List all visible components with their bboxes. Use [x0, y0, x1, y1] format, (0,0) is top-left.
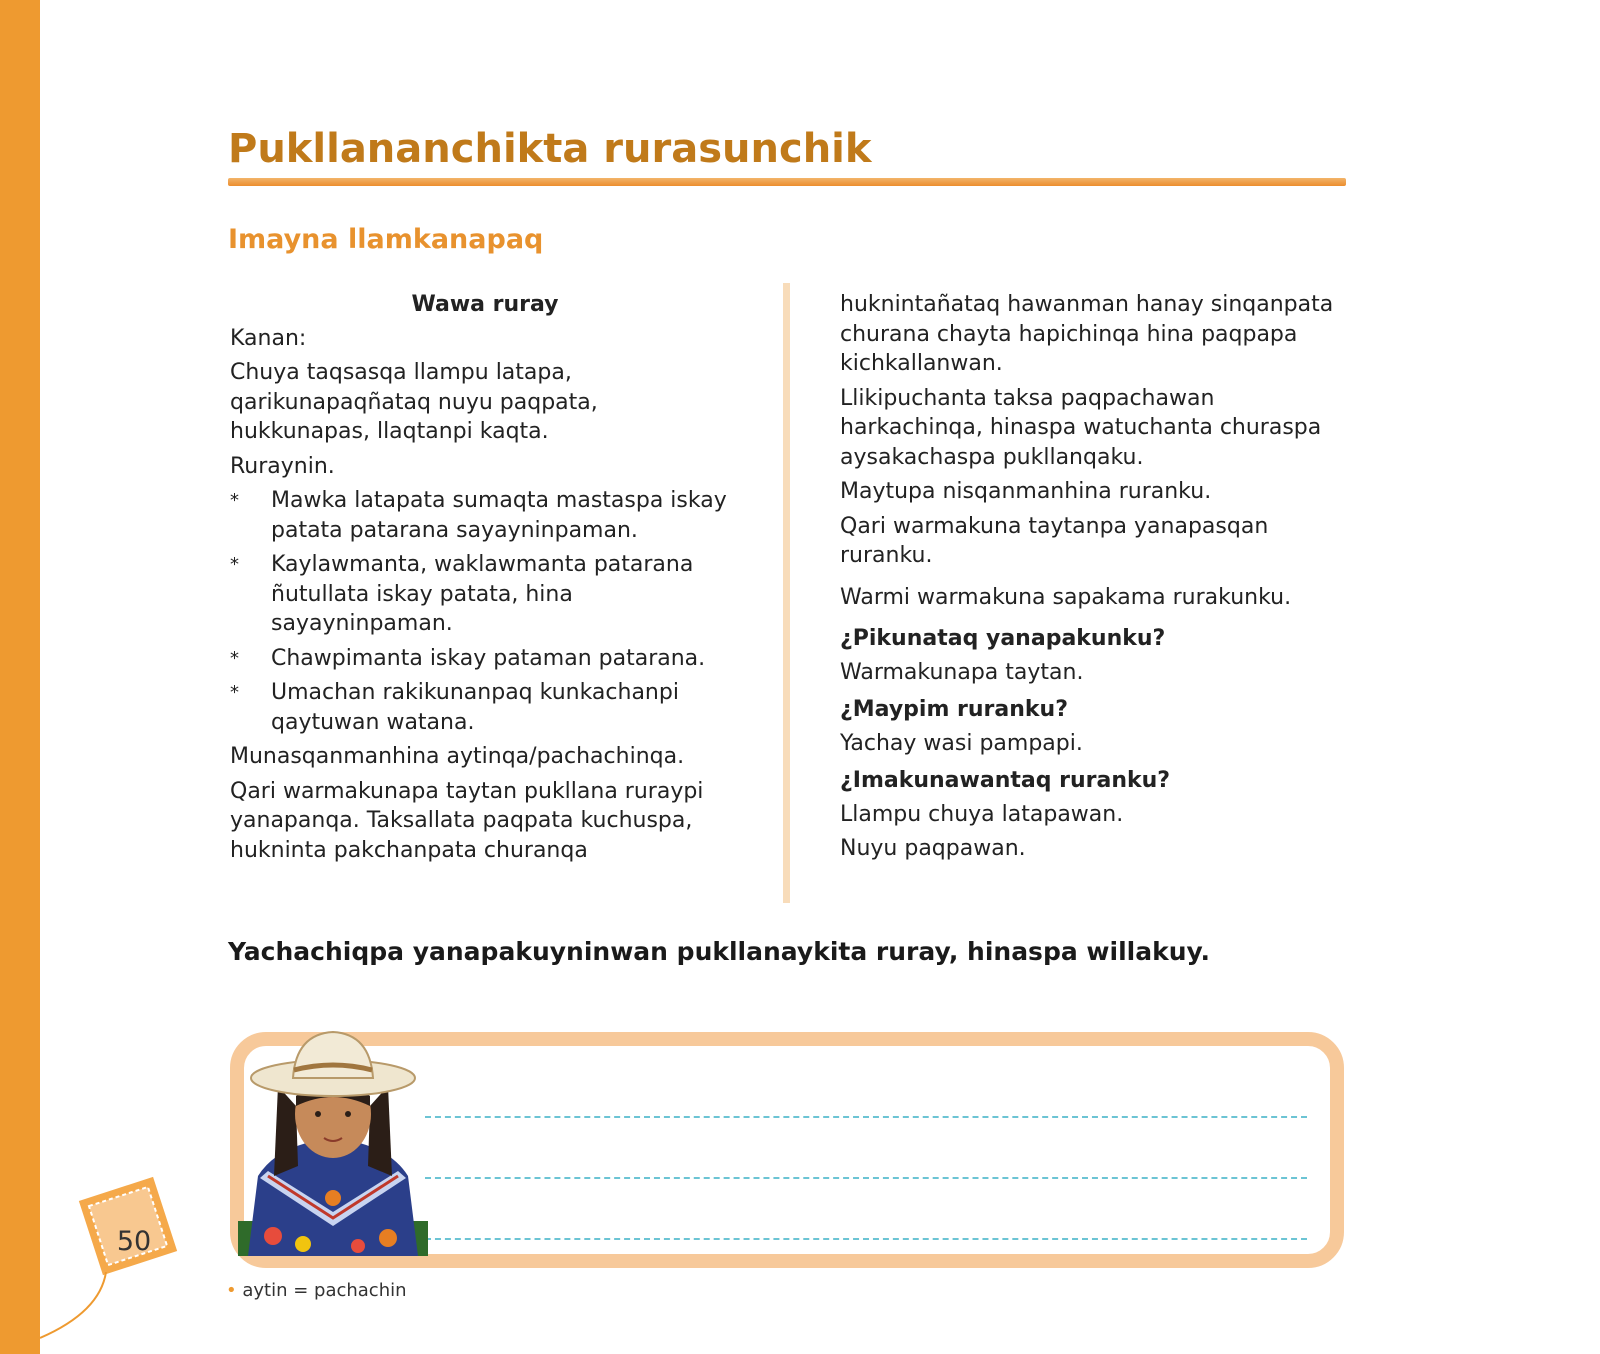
paragraph-4: Qari warmakuna taytanpa yanapasqan ruranku.: [840, 513, 1269, 568]
column-divider: [783, 283, 790, 903]
writing-line-3[interactable]: [425, 1238, 1307, 1240]
page-title: Pukllananchikta rurasunchik: [228, 126, 872, 172]
materials-text: Chuya taqsasqa llampu latapa, qarikunapaqñataq nuyu paqpata, hukkunapas, llaqtanpi kaqta.: [230, 360, 598, 444]
writing-line-2[interactable]: [425, 1177, 1307, 1179]
string-line-icon: [40, 1272, 120, 1354]
bullet-star-icon: *: [230, 554, 239, 575]
right-column: [840, 290, 1340, 869]
list-item: [230, 678, 740, 737]
writing-line-1[interactable]: [425, 1116, 1307, 1118]
section-heading: Imayna llamkanapaq: [228, 224, 544, 255]
girl-with-hat-illustration: [238, 1026, 428, 1256]
bullet-dot-icon: •: [226, 1280, 243, 1301]
list-item: [230, 644, 740, 674]
paragraph-5: Warmi warmakuna sapakama rurakunku.: [840, 584, 1292, 610]
step-text: Umachan rakikunanpaq kunkachanpi qaytuwan watana.: [271, 680, 679, 735]
question-1: ¿Pikunataq yanapakunku?: [840, 626, 1166, 651]
note-text: Munasqanmanhina aytinqa/pachachinqa.: [230, 744, 685, 769]
answer-3a: Llampu chuya latapawan.: [840, 801, 1124, 827]
footnote-text: aytin = pachachin: [242, 1280, 407, 1301]
answer-3b: Nuyu paqpawan.: [840, 836, 1026, 861]
list-item: [230, 550, 740, 639]
answer-1: Warmakunapa taytan.: [840, 659, 1084, 685]
bullet-star-icon: *: [230, 490, 239, 511]
bullet-star-icon: *: [230, 682, 239, 703]
kanan-label: Kanan:: [230, 325, 307, 351]
bullet-star-icon: *: [230, 647, 239, 669]
step-text: Chawpimanta iskay pataman patarana.: [271, 645, 706, 671]
step-text: Kaylawmanta, waklawmanta patarana ñutullata iskay patata, hina sayayninpaman.: [271, 552, 694, 636]
left-column: [230, 290, 740, 870]
left-margin-bar: [0, 0, 40, 1354]
question-3: ¿Imakunawantaq ruranku?: [840, 768, 1171, 793]
ruraynin-label: Ruraynin.: [230, 453, 335, 479]
steps-list: [230, 486, 740, 737]
footnote: [226, 1280, 407, 1301]
paragraph-start: Qari warmakunapa taytan pukllana ruraypi yanapanqa. Taksallata paqpata kuchuspa, hukninta pakchanpata churanqa: [230, 778, 704, 863]
step-text: Mawka latapata sumaqta mastaspa iskay patata patarana sayayninpaman.: [271, 488, 727, 543]
paragraph-2: Llikipuchanta taksa paqpachawan harkachinqa, hinaspa watuchanta churaspa aysakachaspa pukllanqaku.: [840, 385, 1322, 470]
wawa-ruray-title: Wawa ruray: [411, 292, 559, 317]
paragraph-continue: huknintañataq hawanman hanay sinqanpata churana chayta hapichinqa hina paqpapa kichkallanwan.: [840, 292, 1334, 376]
page-number: 50: [116, 1226, 152, 1257]
list-item: [230, 486, 740, 545]
title-underline: [228, 178, 1346, 186]
answer-2: Yachay wasi pampapi.: [840, 730, 1083, 756]
paragraph-3: Maytupa nisqanmanhina ruranku.: [840, 479, 1212, 504]
question-2: ¿Maypim ruranku?: [840, 697, 1068, 722]
activity-instruction: Yachachiqpa yanapakuyninwan pukllanaykita ruray, hinaspa willakuy.: [228, 937, 1211, 966]
